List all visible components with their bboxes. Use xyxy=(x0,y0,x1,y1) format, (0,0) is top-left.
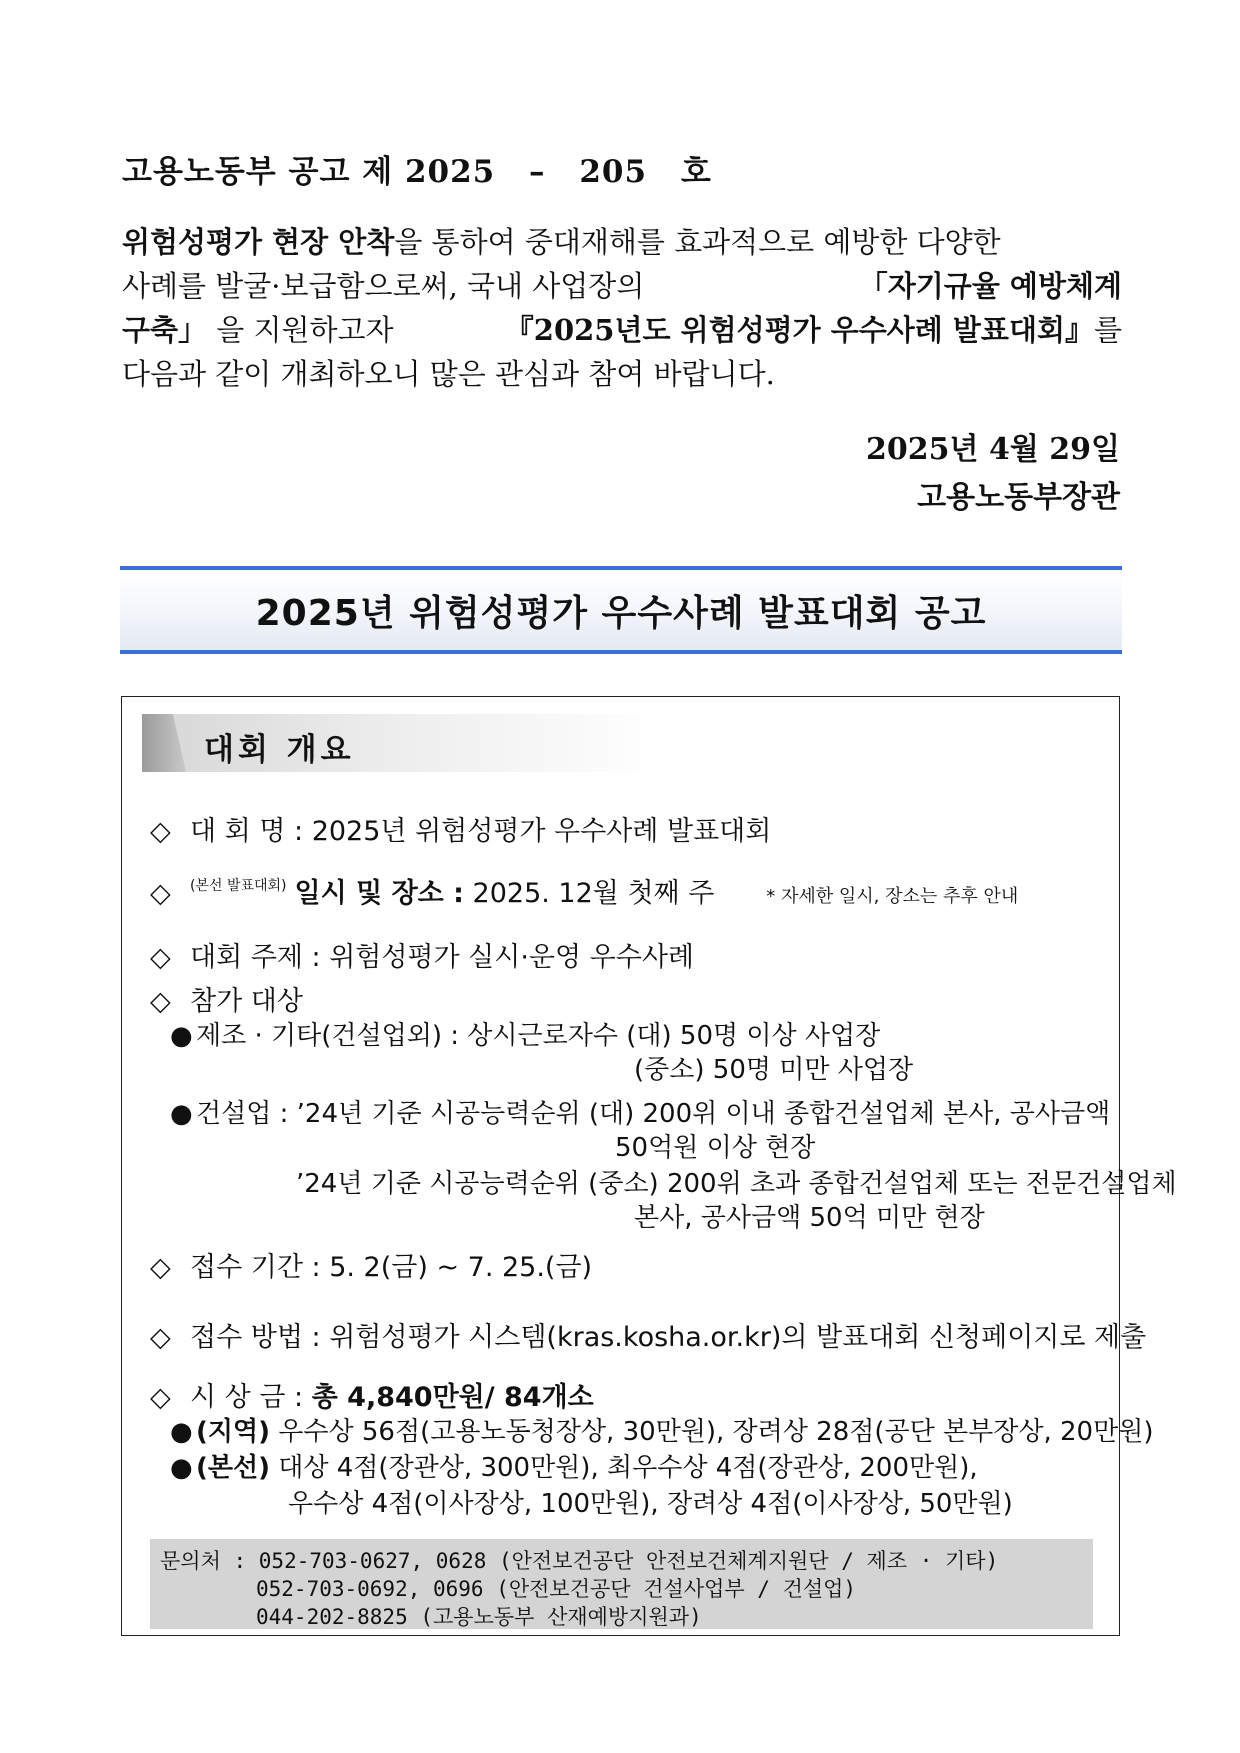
intro-paragraph xyxy=(122,220,1122,396)
intro-line-2 xyxy=(122,264,1122,308)
diamond-icon: ◇ xyxy=(150,1252,171,1283)
intro-bold-1: 위험성평가 현장 안착 xyxy=(122,225,395,259)
target-mfg xyxy=(170,1015,880,1052)
diamond-icon: ◇ xyxy=(150,878,171,909)
contact-line-3: 044-202-8825 (고용노동부 산재예방지원과) xyxy=(256,1605,702,1629)
notice-year: 2025 xyxy=(404,154,496,190)
target-label: 참가 대상 xyxy=(190,986,303,1017)
bullet-icon: ● xyxy=(170,1417,193,1447)
intro-text-4: 다음과 같이 개최하오니 많은 관심과 참여 바랍니다. xyxy=(122,357,775,391)
intro-text-3-end: 를 xyxy=(1093,313,1122,347)
schedule-label: 일시 및 장소 : xyxy=(294,878,464,909)
diamond-icon: ◇ xyxy=(150,1382,171,1413)
target-mfg-text: 제조 · 기타(건설업외) : 상시근로자수 (대) 50명 이상 사업장 xyxy=(196,1021,881,1051)
prize-final xyxy=(170,1447,978,1484)
schedule-note: * 자세한 일시, 장소는 추후 안내 xyxy=(766,886,1019,907)
prize-region-label: (지역) xyxy=(196,1417,270,1447)
intro-text-1: 을 통하여 중대재해를 효과적으로 예방한 다양한 xyxy=(394,225,1001,259)
intro-text-2: 사례를 발굴·보급함으로써, 국내 사업장의 xyxy=(122,269,645,303)
bullet-icon: ● xyxy=(170,1099,193,1129)
name-value: 2025년 위험성평가 우수사례 발표대회 xyxy=(311,816,772,847)
target-mfg-sub: (중소) 50명 미만 사업장 xyxy=(634,1055,914,1085)
prize-value: 총 4,840만원/ 84개소 xyxy=(311,1382,594,1413)
item-method xyxy=(150,1315,1146,1354)
overview-box xyxy=(121,696,1177,1636)
section-tab-icon xyxy=(142,714,186,772)
title-bar xyxy=(120,566,1122,654)
prize-final-value: 대상 4점(장관상, 300만원), 최우수상 4점(장관상, 200만원), xyxy=(278,1453,978,1483)
notice-suffix: 호 xyxy=(680,154,712,190)
issuer: 고용노동부장관 xyxy=(917,480,1120,515)
prize-final-value-2: 우수상 4점(이사장상, 100만원), 장려상 4점(이사장상, 50만원) xyxy=(288,1489,1013,1519)
item-period xyxy=(150,1245,592,1284)
notice-dash: – xyxy=(529,154,546,190)
schedule-sup: (본선 발표대회) xyxy=(190,878,287,894)
contact-line-1: 문의처 : 052-703-0627, 0628 (안전보건공단 안전보건체계지원단 / 제조 · 기타) xyxy=(160,1549,999,1573)
diamond-icon: ◇ xyxy=(150,942,171,973)
notice-date: 2025년 4월 29일 xyxy=(866,432,1120,467)
prize-region-value: 우수상 56점(고용노동청장상, 30만원), 장려상 28점(공단 본부장상, 20만원) xyxy=(278,1417,1154,1447)
target-con-text: 건설업 : ’24년 기준 시공능력순위 (대) 200위 이내 종합건설업체 본사, 공사금액 xyxy=(196,1099,1111,1129)
theme-value: 위험성평가 실시·운영 우수사례 xyxy=(329,942,695,973)
page-title: 2025년 위험성평가 우수사례 발표대회 공고 xyxy=(255,592,987,634)
item-target xyxy=(150,979,303,1018)
diamond-icon: ◇ xyxy=(150,1322,171,1353)
intro-text-3: 을 지원하고자 xyxy=(216,313,394,347)
theme-label: 대회 주제 : xyxy=(190,942,321,973)
intro-bold-2: 「자기규율 예방체계 xyxy=(858,269,1122,303)
notice-number xyxy=(122,146,712,191)
target-con-sub3: 본사, 공사금액 50억 미만 현장 xyxy=(634,1203,985,1233)
period-label: 접수 기간 : xyxy=(190,1252,321,1283)
intro-line-3 xyxy=(122,308,1122,352)
intro-line-4 xyxy=(122,352,1122,396)
bullet-icon: ● xyxy=(170,1453,193,1483)
method-value: 위험성평가 시스템(kras.kosha.or.kr)의 발표대회 신청페이지로 제출 xyxy=(329,1322,1147,1353)
schedule-value: 2025. 12월 첫째 주 xyxy=(472,878,715,909)
item-schedule xyxy=(150,871,1018,910)
intro-bold-3a: 구축」 xyxy=(122,313,208,347)
target-con-sub1: 50억원 이상 현장 xyxy=(615,1133,816,1163)
diamond-icon: ◇ xyxy=(150,986,171,1017)
contact-line-2: 052-703-0692, 0696 (안전보건공단 건설사업부 / 건설업) xyxy=(256,1577,857,1601)
section-header xyxy=(142,714,662,772)
notice-prefix: 고용노동부 공고 제 xyxy=(122,154,394,190)
item-theme xyxy=(150,935,694,974)
target-con xyxy=(170,1093,1110,1130)
section-title: 대회 개요 xyxy=(204,732,355,768)
prize-region xyxy=(170,1411,1153,1448)
intro-bold-3b: 『2025년도 위험성평가 우수사례 발표대회』 xyxy=(504,313,1094,347)
diamond-icon: ◇ xyxy=(150,816,171,847)
item-prize xyxy=(150,1375,594,1414)
contact-box xyxy=(150,1539,1093,1629)
prize-final-label: (본선) xyxy=(196,1453,270,1483)
bullet-icon: ● xyxy=(170,1021,193,1051)
target-con-sub2: ’24년 기준 시공능력순위 (중소) 200위 초과 종합건설업체 또는 전문건설업체 xyxy=(296,1169,1177,1199)
item-name xyxy=(150,809,771,848)
method-label: 접수 방법 : xyxy=(190,1322,321,1353)
name-label: 대 회 명 : xyxy=(190,816,304,847)
prize-label: 시 상 금 : xyxy=(190,1382,304,1413)
intro-line-1 xyxy=(122,220,1122,264)
notice-num: 205 xyxy=(579,154,648,190)
period-value: 5. 2(금) ~ 7. 25.(금) xyxy=(329,1252,593,1283)
